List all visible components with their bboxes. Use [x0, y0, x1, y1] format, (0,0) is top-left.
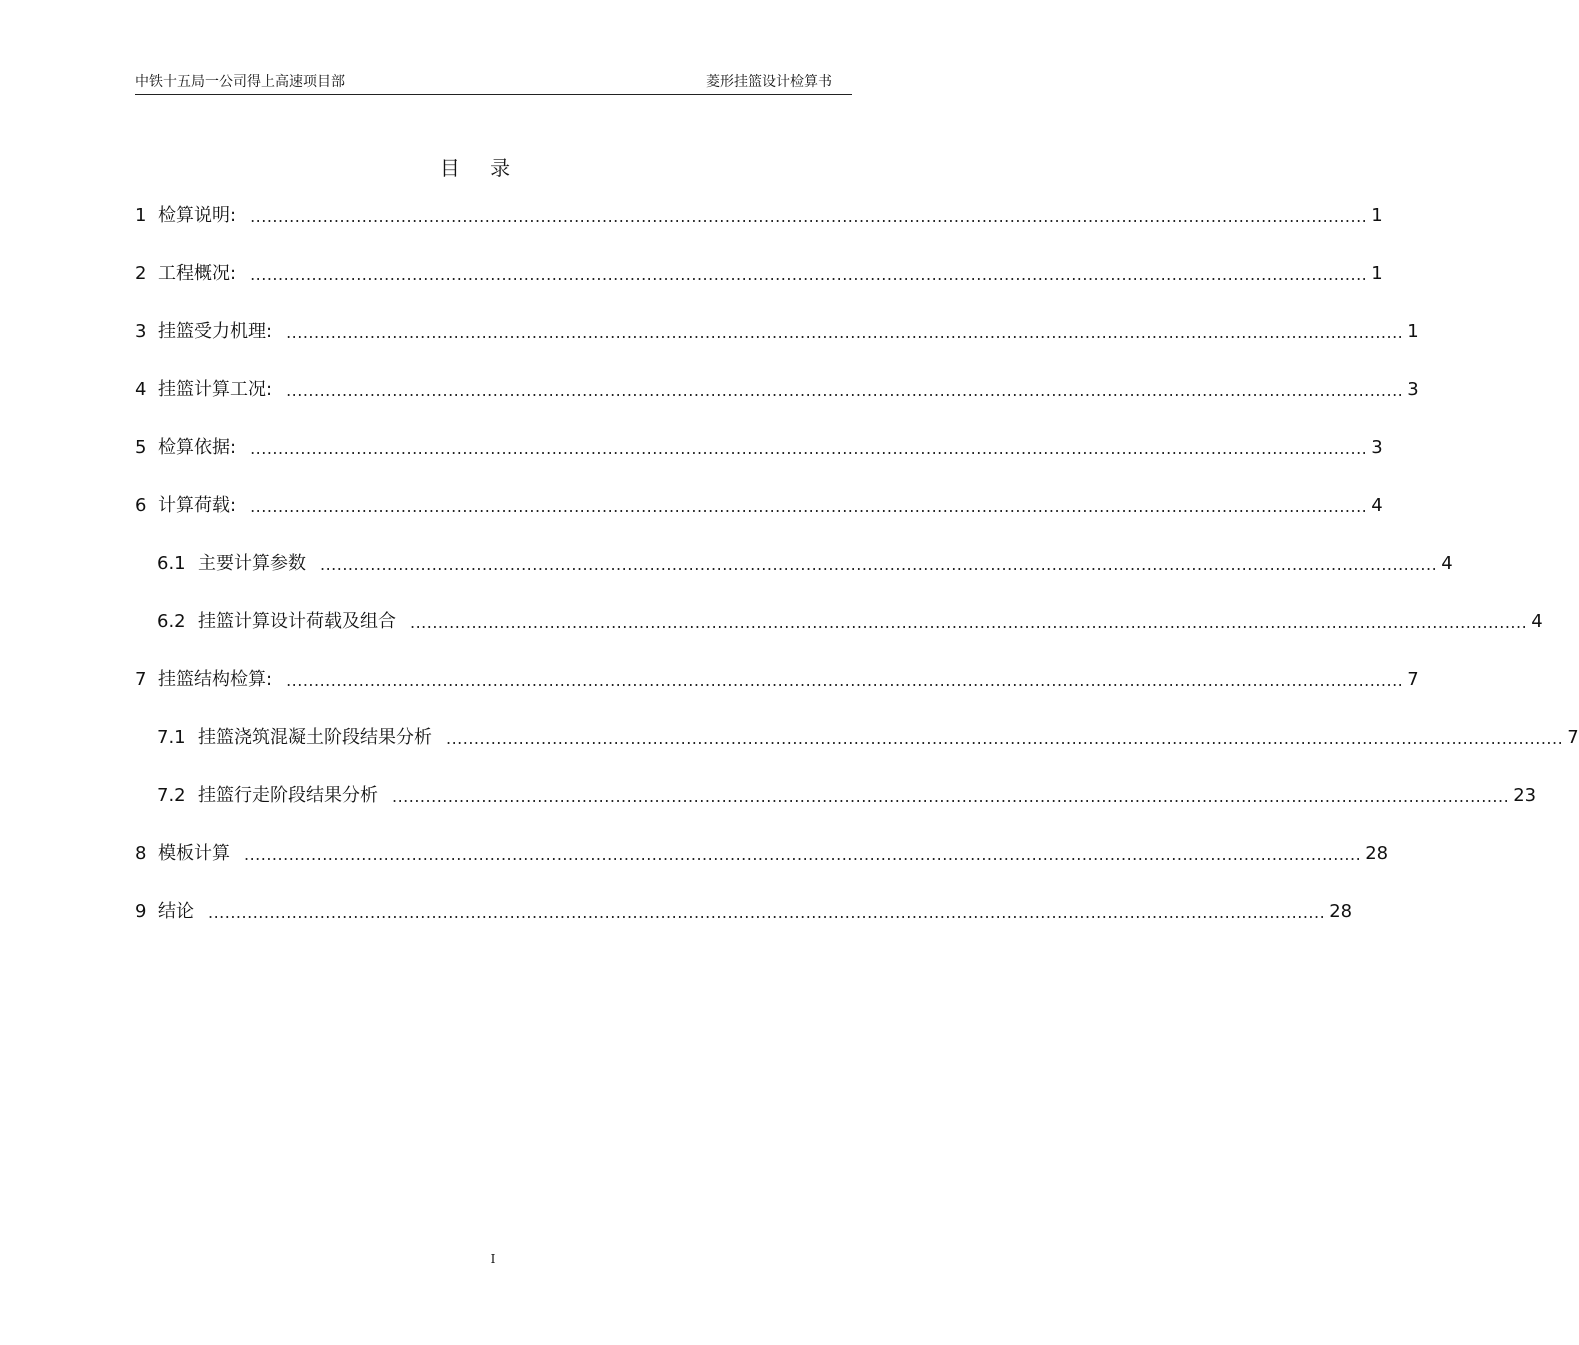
toc-dot-leader: ........................................................................................................................................................................................................: [250, 265, 1368, 284]
toc-entry-label: 检算依据:: [158, 437, 237, 458]
toc-entry-label: 挂篮行走阶段结果分析: [198, 785, 378, 806]
toc-entry[interactable]: [135, 840, 1389, 868]
toc-entry[interactable]: [157, 550, 1453, 578]
toc-entry-number: 7.2: [157, 785, 186, 806]
toc-entry-page: 4: [1441, 553, 1453, 574]
toc-entry-label: 挂篮计算设计荷载及组合: [198, 611, 396, 632]
toc-entry-page: 7: [1407, 669, 1419, 690]
toc-dot-leader: ........................................................................................................................................................................................................: [208, 903, 1326, 922]
toc-entry[interactable]: [135, 434, 1383, 462]
header-document-title: 菱形挂篮设计检算书: [706, 74, 832, 90]
toc-entry[interactable]: [135, 202, 1383, 230]
toc-dot-leader: ........................................................................................................................................................................................................: [286, 671, 1404, 690]
toc-entry-number: 2: [135, 263, 147, 284]
toc-entry-page: 28: [1365, 843, 1389, 864]
toc-entry-label: 挂篮结构检算:: [158, 669, 273, 690]
toc-dot-leader: ........................................................................................................................................................................................................: [250, 439, 1368, 458]
toc-entry[interactable]: [135, 318, 1419, 346]
toc-entry-label: 挂篮受力机理:: [158, 321, 273, 342]
toc-entry-number: 7.1: [157, 727, 186, 748]
toc-entry[interactable]: [135, 492, 1383, 520]
toc-entry-page: 28: [1329, 901, 1353, 922]
toc-entry-page: 23: [1513, 785, 1537, 806]
toc-entry-label: 模板计算: [158, 843, 230, 864]
toc-entry-page: 1: [1407, 321, 1419, 342]
toc-dot-leader: ........................................................................................................................................................................................................: [250, 207, 1368, 226]
toc-entry-number: 6: [135, 495, 147, 516]
toc-dot-leader: ........................................................................................................................................................................................................: [250, 497, 1368, 516]
toc-entry[interactable]: [157, 724, 1579, 752]
toc-entry-number: 6.2: [157, 611, 186, 632]
footer-page-number: I: [490, 1252, 496, 1266]
toc-entry-label: 计算荷载:: [158, 495, 237, 516]
toc-entry-page: 7: [1567, 727, 1579, 748]
toc-entry-label: 挂篮计算工况:: [158, 379, 273, 400]
toc-entry-number: 8: [135, 843, 147, 864]
toc-entry[interactable]: [135, 260, 1383, 288]
toc-dot-leader: ........................................................................................................................................................................................................: [286, 323, 1404, 342]
toc-dot-leader: ........................................................................................................................................................................................................: [244, 845, 1362, 864]
toc-entry[interactable]: [157, 608, 1543, 636]
toc-entry-page: 1: [1371, 205, 1383, 226]
toc-entry[interactable]: [157, 782, 1537, 810]
toc-entry-page: 3: [1371, 437, 1383, 458]
page-header: [135, 68, 852, 95]
toc-entry-label: 结论: [158, 901, 194, 922]
toc-entry-page: 4: [1371, 495, 1383, 516]
toc-dot-leader: ........................................................................................................................................................................................................: [286, 381, 1404, 400]
header-project-name: 中铁十五局一公司得上高速项目部: [135, 74, 345, 90]
toc-dot-leader: ........................................................................................................................................................................................................: [446, 729, 1564, 748]
toc-entry-page: 1: [1371, 263, 1383, 284]
toc-entry-label: 挂篮浇筑混凝土阶段结果分析: [198, 727, 432, 748]
toc-entry-number: 7: [135, 669, 147, 690]
toc-entry-number: 1: [135, 205, 147, 226]
toc-entry-label: 检算说明:: [158, 205, 237, 226]
toc-entry-label: 主要计算参数: [198, 553, 306, 574]
toc-entry-label: 工程概况:: [158, 263, 237, 284]
toc-entry[interactable]: [135, 666, 1419, 694]
toc-dot-leader: ........................................................................................................................................................................................................: [392, 787, 1510, 806]
toc-entry-number: 3: [135, 321, 147, 342]
toc-entry-number: 9: [135, 901, 147, 922]
toc-entry-number: 6.1: [157, 553, 186, 574]
toc-dot-leader: ........................................................................................................................................................................................................: [410, 613, 1528, 632]
toc-title: 目 录: [439, 156, 523, 180]
toc-dot-leader: ........................................................................................................................................................................................................: [320, 555, 1438, 574]
toc-entry-number: 4: [135, 379, 147, 400]
toc-entry[interactable]: [135, 898, 1353, 926]
toc-entry-page: 3: [1407, 379, 1419, 400]
toc-entry-number: 5: [135, 437, 147, 458]
toc-entry-page: 4: [1531, 611, 1543, 632]
toc-entry[interactable]: [135, 376, 1419, 404]
